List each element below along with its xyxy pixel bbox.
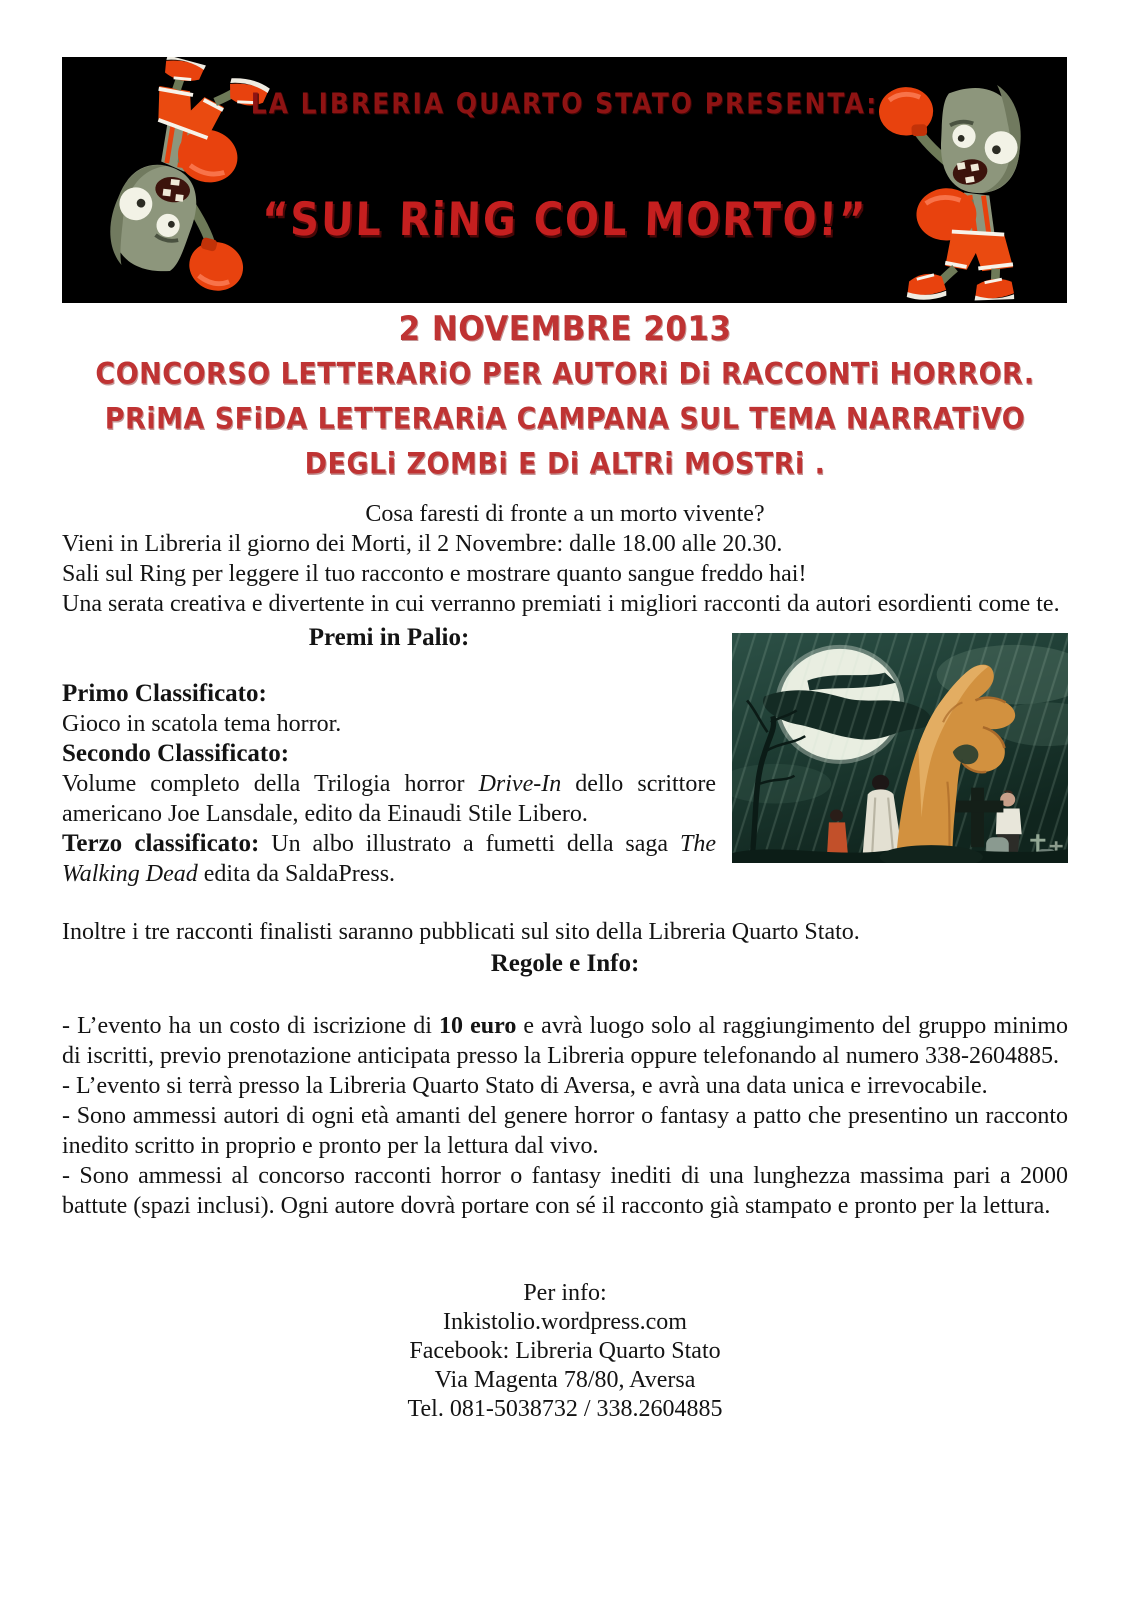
prize-first-text: Gioco in scatola tema horror. xyxy=(62,711,342,737)
headline-line-2: CONCORSO LETTERARiO PER AUTORi Di RACCONTi HORROR. xyxy=(95,357,1035,392)
header-banner xyxy=(62,57,1067,303)
intro-line-3: Sali sul Ring per leggere il tuo racconto e mostrare quanto sangue freddo hai! xyxy=(62,561,807,587)
contact-website: Inkistolio.wordpress.com xyxy=(443,1309,687,1335)
fee-amount: 10 euro xyxy=(439,1013,517,1039)
prizes-heading: Premi in Palio: xyxy=(308,624,470,651)
graveyard-hand-moon-painting xyxy=(732,633,1068,863)
prize-third-label: Terzo classificato: xyxy=(62,830,260,857)
graveyard-hand-moon-painting-icon xyxy=(732,633,1068,863)
contact-address: Via Magenta 78/80, Aversa xyxy=(434,1367,696,1393)
prize-second-label: Secondo Classificato: xyxy=(62,740,290,767)
headline-line-4: DEGLi ZOMBi E Di ALTRi MOSTRi . xyxy=(304,447,826,482)
contact-phone: Tel. 081-5038732 / 338.2604885 xyxy=(407,1396,723,1422)
book-title-walking-dead: The Walking Dead xyxy=(62,831,716,887)
rule-4: - Sono ammessi al concorso racconti horror o fantasy inediti di una lunghezza massima pari a 2000 battute (spazi inclusi). Ogni autore dovrà portare con sé il racconto già stampato e pronto per la lettura. xyxy=(62,1163,1068,1219)
prize-second-text: Volume completo della Trilogia horror Drive-In dello scrittore americano Joe Lansdale, edito da Einaudi Stile Libero. xyxy=(62,771,716,827)
intro-paragraph xyxy=(62,499,1068,619)
prize-first-label: Primo Classificato: xyxy=(62,680,267,707)
rules-heading: Regole e Info: xyxy=(490,950,640,977)
intro-line-4: Una serata creativa e divertente in cui verranno premiati i migliori racconti da autori esordienti come te. xyxy=(62,591,1060,617)
headline-line-3: PRiMA SFiDA LETTERARiA CAMPANA SUL TEMA NARRATiVO xyxy=(104,402,1026,437)
event-headline xyxy=(62,307,1068,487)
intro-line-2: Vieni in Libreria il giorno dei Morti, il 2 Novembre: dalle 18.00 alle 20.30. xyxy=(62,531,783,557)
headline-date: 2 NOVEMBRE 2013 xyxy=(398,309,732,349)
prize-third: Terzo classificato: Un albo illustrato a fumetti della saga The Walking Dead edita da SaldaPress. xyxy=(62,830,716,887)
intro-question: Cosa faresti di fronte a un morto vivente? xyxy=(365,501,765,527)
rule-1: - L’evento ha un costo di iscrizione di 10 euro e avrà luogo solo al raggiungimento del gruppo minimo di iscritti, previo prenotazione anticipata presso la Libreria oppure telefonando al numero 338-2604885. xyxy=(62,1013,1068,1069)
contact-heading: Per info: xyxy=(523,1280,607,1306)
finalists-note: Inoltre i tre racconti finalisti saranno pubblicati sul sito della Libreria Quarto Stato. xyxy=(62,919,860,945)
banner-presenta-text: LA LIBRERIA QUARTO STATO PRESENTA: xyxy=(250,86,879,121)
book-title-drive-in: Drive-In xyxy=(478,771,562,797)
banner-main-title: “SUL RiNG COL MORTO!” xyxy=(261,193,868,247)
rule-3: - Sono ammessi autori di ogni età amanti del genere horror o fantasy a patto che presentino un racconto inedito scritto in proprio e pronto per la lettura dal vivo. xyxy=(62,1103,1068,1159)
rule-2: - L’evento si terrà presso la Libreria Quarto Stato di Aversa, e avrà una data unica e irrevocabile. xyxy=(62,1073,988,1099)
rules-list xyxy=(62,1011,1068,1221)
contact-info xyxy=(62,1279,1068,1424)
contact-facebook: Facebook: Libreria Quarto Stato xyxy=(409,1338,721,1364)
